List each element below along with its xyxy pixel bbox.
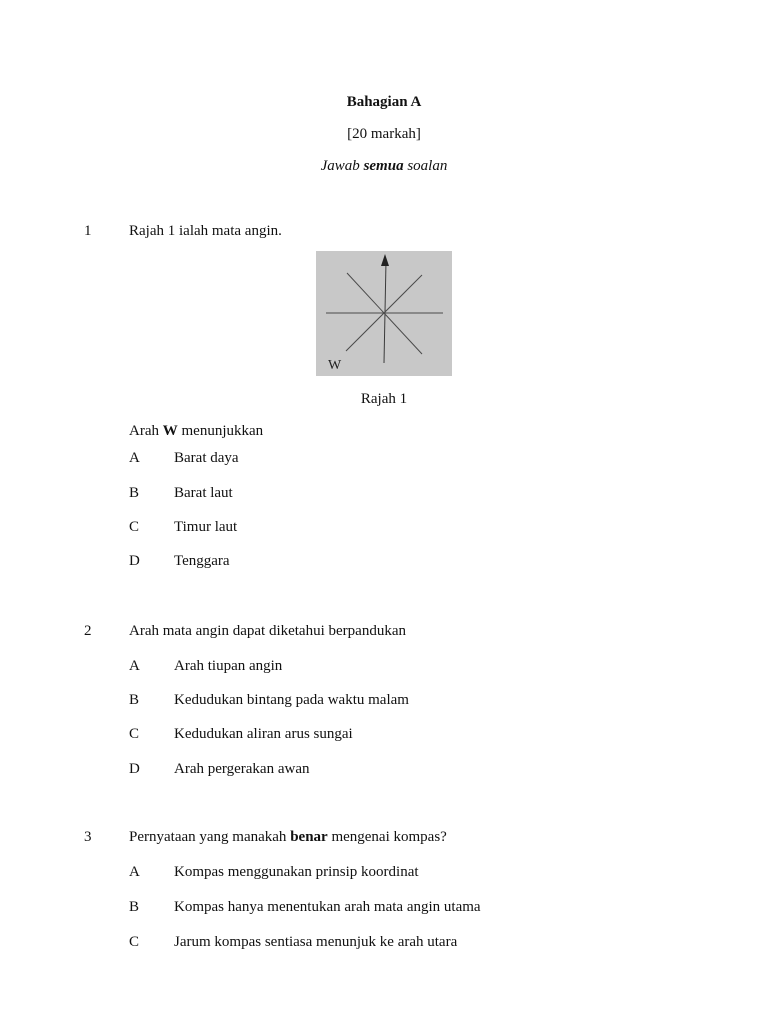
- stem-pre: Arah: [129, 423, 159, 439]
- stem-bold: W: [162, 423, 178, 439]
- figure-caption: Rajah 1: [360, 391, 408, 407]
- instruction-pre: Jawab: [320, 158, 360, 174]
- q1-option-d-text: Tenggara: [174, 553, 230, 569]
- question-2-number: 2: [84, 623, 92, 639]
- instruction: [0, 157, 768, 175]
- q3-option-a-text: Kompas menggunakan prinsip koordinat: [174, 864, 419, 880]
- question-3-number: 3: [84, 829, 92, 845]
- question-3-text: [129, 828, 447, 846]
- q2-option-d-text: Arah pergerakan awan: [174, 761, 310, 777]
- figure-label: W: [328, 358, 342, 373]
- q3-text-post: mengenai kompas?: [331, 829, 447, 845]
- q3-text-bold: benar: [290, 829, 328, 845]
- question-2-text: Arah mata angin dapat diketahui berpandukan: [129, 623, 406, 639]
- section-title: Bahagian A: [346, 94, 422, 110]
- question-1-text: Rajah 1 ialah mata angin.: [129, 223, 282, 239]
- compass-rose-figure: [316, 251, 452, 376]
- q2-option-a-text: Arah tiupan angin: [174, 658, 283, 674]
- stem-post: menunjukkan: [181, 423, 264, 439]
- question-1-number: 1: [84, 223, 92, 239]
- q2-option-c-text: Kedudukan aliran arus sungai: [174, 726, 353, 742]
- instruction-post: soalan: [407, 158, 448, 174]
- q3-option-c-text: Jarum kompas sentiasa menunjuk ke arah utara: [174, 934, 458, 950]
- compass-rose-icon: [316, 251, 452, 376]
- q2-option-b-letter: B: [129, 692, 140, 708]
- q1-option-b-text: Barat laut: [174, 485, 233, 501]
- q1-option-a-letter: A: [129, 450, 140, 466]
- instruction-bold: semua: [363, 158, 404, 174]
- q1-option-c-letter: C: [129, 519, 140, 535]
- q3-option-a-letter: A: [129, 864, 140, 880]
- q1-option-a-text: Barat daya: [174, 450, 239, 466]
- q2-option-d-letter: D: [129, 761, 140, 777]
- q2-option-c-letter: C: [129, 726, 140, 742]
- q1-option-d-letter: D: [129, 553, 140, 569]
- q2-option-a-letter: A: [129, 658, 140, 674]
- q1-option-b-letter: B: [129, 485, 140, 501]
- marks-label: [20 markah]: [347, 126, 421, 142]
- q3-text-pre: Pernyataan yang manakah: [129, 829, 287, 845]
- q1-option-c-text: Timur laut: [174, 519, 238, 535]
- question-1-stem: [129, 422, 263, 440]
- q3-option-b-text: Kompas hanya menentukan arah mata angin utama: [174, 899, 481, 915]
- q3-option-b-letter: B: [129, 899, 140, 915]
- q3-option-c-letter: C: [129, 934, 140, 950]
- q2-option-b-text: Kedudukan bintang pada waktu malam: [174, 692, 409, 708]
